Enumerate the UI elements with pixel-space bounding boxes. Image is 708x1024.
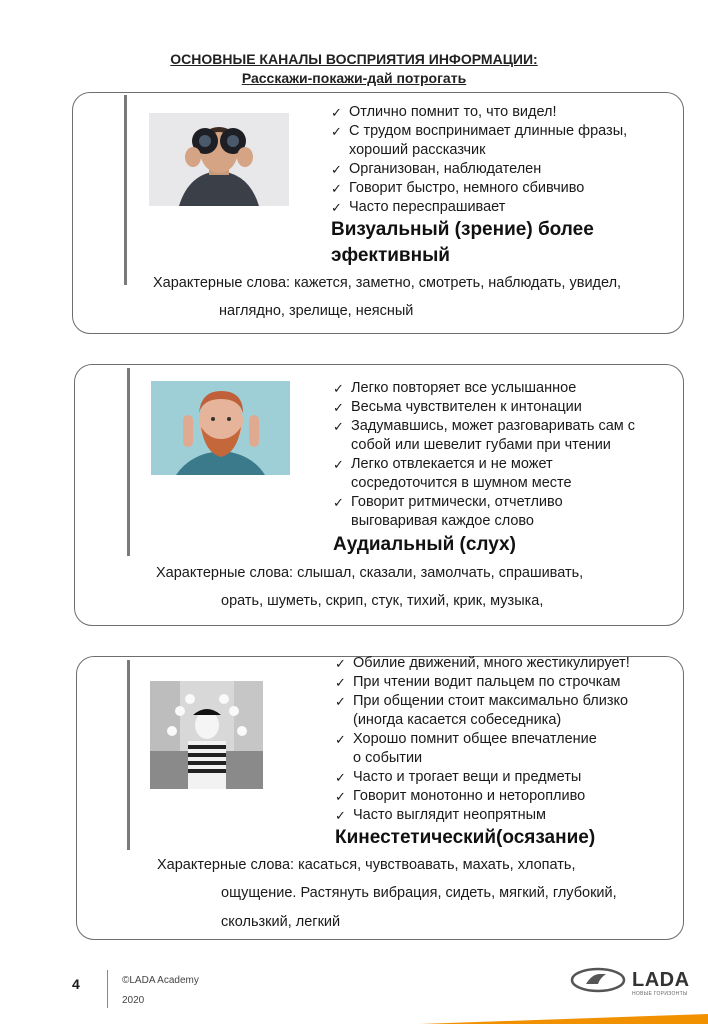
visual-heading-line2: эфективный bbox=[331, 245, 450, 266]
binoculars-man-photo bbox=[149, 113, 289, 206]
footer-year: 2020 bbox=[122, 995, 145, 1006]
list-item: ✓ Отлично помнит то, что видел! bbox=[331, 104, 557, 120]
visual-heading-line1: Визуальный (зрение) более bbox=[331, 219, 594, 240]
checkmark-icon: ✓ bbox=[335, 770, 346, 785]
page-title: ОСНОВНЫЕ КАНАЛЫ ВОСПРИЯТИЯ ИНФОРМАЦИИ: bbox=[170, 51, 538, 67]
logo-text: LADA bbox=[632, 969, 690, 991]
list-item: ✓ Часто выглядит неопрятным bbox=[335, 807, 546, 823]
list-item: ✓ При чтении водит пальцем по строчкам bbox=[335, 674, 621, 690]
list-item: ✓ Организован, наблюдателен bbox=[331, 161, 542, 177]
checkmark-icon: ✓ bbox=[331, 124, 342, 139]
list-item: собой или шевелит губами при чтении bbox=[351, 437, 611, 453]
checkmark-icon: ✓ bbox=[331, 200, 342, 215]
list-item: ✓ Обилие движений, много жестикулирует! bbox=[335, 655, 630, 671]
orange-accent-bar bbox=[0, 1014, 708, 1024]
mime-photo bbox=[150, 681, 263, 789]
kinesthetic-words-line3: скользкий, легкий bbox=[221, 914, 341, 930]
list-item: ✓ При общении стоит максимально близко bbox=[335, 693, 629, 709]
checkmark-icon: ✓ bbox=[335, 808, 346, 823]
kinesthetic-heading: Кинестетический(осязание) bbox=[335, 827, 596, 848]
list-item: ✓ Задумавшись, может разговаривать сам с bbox=[333, 418, 636, 434]
footer-divider bbox=[107, 970, 108, 1008]
page-subtitle: Расскажи-покажи-дай потрогать bbox=[241, 70, 467, 86]
checkmark-icon: ✓ bbox=[335, 732, 346, 747]
checkmark-icon: ✓ bbox=[333, 381, 344, 396]
checkmark-icon: ✓ bbox=[335, 694, 346, 709]
auditory-words-line2: орать, шуметь, скрип, стук, тихий, крик, музыка, bbox=[221, 593, 544, 609]
kinesthetic-bullets bbox=[335, 654, 675, 825]
kinesthetic-words-line2: ощущение. Растянуть вибрация, сидеть, мягкий, глубокий, bbox=[221, 885, 617, 901]
list-item: ✓ Легко отвлекается и не может bbox=[333, 456, 553, 472]
list-item: хороший рассказчик bbox=[349, 142, 486, 158]
visual-bullets bbox=[331, 103, 671, 217]
visual-words-line2: наглядно, зрелище, неясный bbox=[219, 303, 414, 319]
auditory-heading: Аудиальный (слух) bbox=[333, 534, 516, 555]
list-item: (иногда касается собеседника) bbox=[353, 712, 562, 728]
list-item: сосредоточится в шумном месте bbox=[351, 475, 572, 491]
list-item: ✓ Говорит монотонно и неторопливо bbox=[335, 788, 586, 804]
kinesthetic-words-line1: Характерные слова: касаться, чувствоавать, махать, хлопать, bbox=[157, 857, 576, 873]
checkmark-icon: ✓ bbox=[335, 675, 346, 690]
checkmark-icon: ✓ bbox=[333, 419, 344, 434]
list-item: ✓ Легко повторяет все услышанное bbox=[333, 380, 577, 396]
listening-man-photo bbox=[151, 381, 290, 475]
list-item: ✓ Говорит быстро, немного сбивчиво bbox=[331, 180, 585, 196]
page-number: 4 bbox=[72, 976, 80, 992]
list-item: ✓ Часто и трогает вещи и предметы bbox=[335, 769, 582, 785]
checkmark-icon: ✓ bbox=[333, 457, 344, 472]
footer-copyright: ©LADA Academy bbox=[122, 975, 199, 986]
list-item: о событии bbox=[353, 750, 423, 766]
visual-divider bbox=[124, 95, 127, 285]
logo-tagline: НОВЫЕ ГОРИЗОНТЫ bbox=[632, 991, 688, 997]
auditory-bullets bbox=[333, 379, 673, 531]
checkmark-icon: ✓ bbox=[333, 495, 344, 510]
auditory-divider bbox=[127, 368, 130, 556]
list-item: ✓ Хорошо помнит общее впечатление bbox=[335, 731, 597, 747]
list-item: ✓ Говорит ритмически, отчетливо bbox=[333, 494, 563, 510]
list-item: ✓ С трудом воспринимает длинные фразы, bbox=[331, 123, 628, 139]
checkmark-icon: ✓ bbox=[333, 400, 344, 415]
list-item: ✓ Весьма чувствителен к интонации bbox=[333, 399, 582, 415]
checkmark-icon: ✓ bbox=[335, 656, 346, 671]
list-item: выговаривая каждое слово bbox=[351, 513, 534, 529]
checkmark-icon: ✓ bbox=[335, 789, 346, 804]
visual-words-line1: Характерные слова: кажется, заметно, смотреть, наблюдать, увидел, bbox=[153, 275, 622, 291]
checkmark-icon: ✓ bbox=[331, 162, 342, 177]
kinesthetic-divider bbox=[127, 660, 130, 850]
list-item: ✓ Часто переспрашивает bbox=[331, 199, 506, 215]
checkmark-icon: ✓ bbox=[331, 105, 342, 120]
checkmark-icon: ✓ bbox=[331, 181, 342, 196]
auditory-words-line1: Характерные слова: слышал, сказали, замолчать, спрашивать, bbox=[156, 565, 584, 581]
